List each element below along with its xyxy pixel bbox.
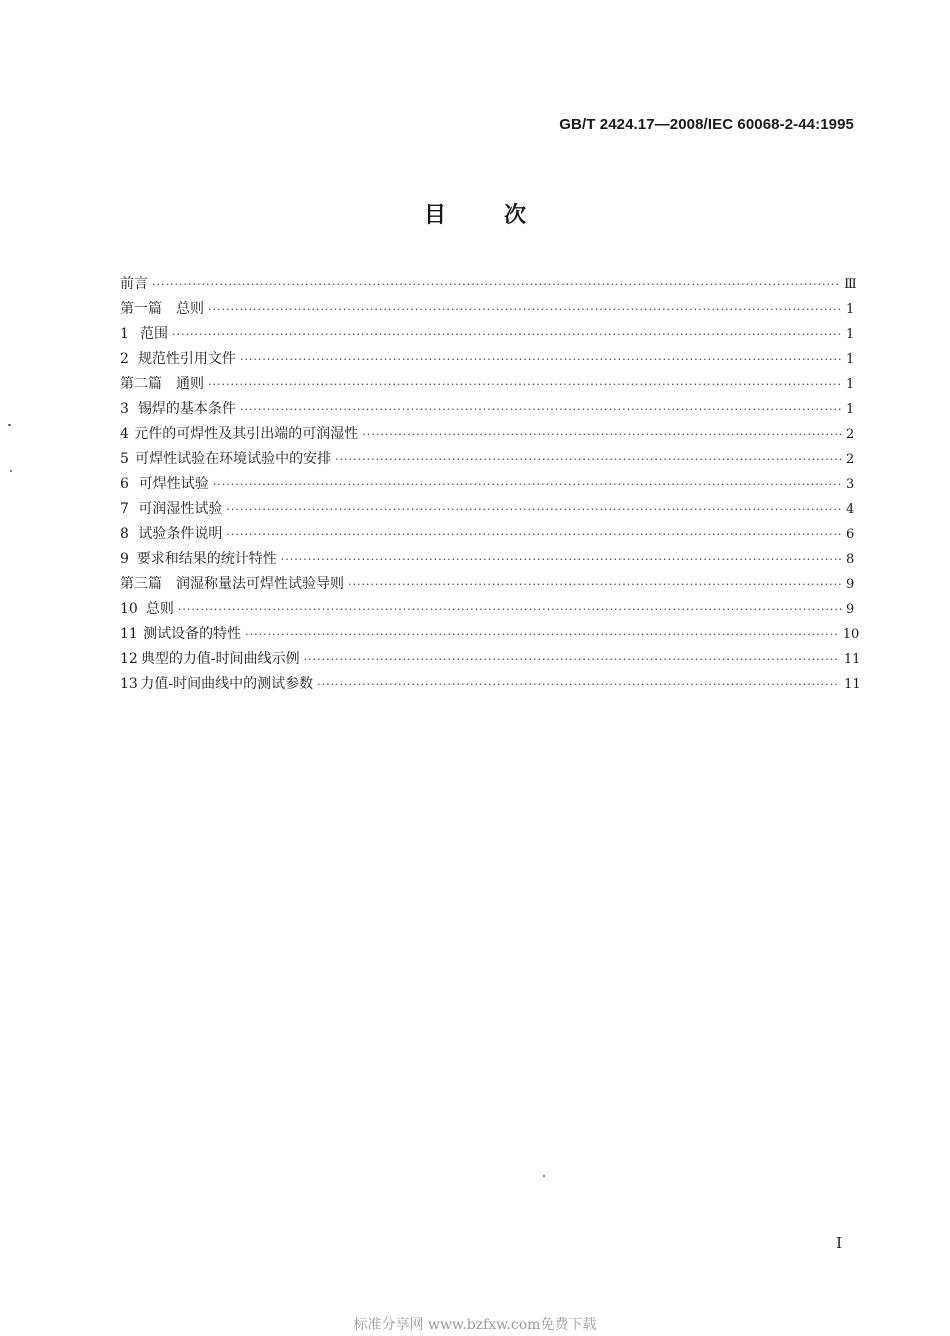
- toc-entry-part-1[interactable]: [120, 297, 854, 322]
- toc-entry-number: 2: [120, 351, 129, 367]
- toc-leader-dots: [240, 397, 842, 422]
- toc-entry-page: 11: [843, 652, 861, 667]
- scan-speck: [8, 424, 11, 426]
- toc-entry-page: 9: [846, 577, 855, 592]
- toc-leader-dots: [226, 497, 842, 522]
- toc-leader-dots: [245, 622, 839, 647]
- toc-entry-3[interactable]: [120, 397, 854, 422]
- toc-entry-number: 4: [120, 426, 129, 442]
- toc-leader-dots: [335, 447, 842, 472]
- toc-entry-text: 试验条件说明: [138, 526, 223, 542]
- toc-entry-number: 1: [120, 326, 129, 342]
- toc-entry-10[interactable]: [120, 597, 854, 622]
- toc-entry-page: 10: [842, 627, 860, 642]
- toc-entry-text: 规范性引用文件: [137, 351, 236, 367]
- toc-entry-number: 6: [120, 476, 129, 492]
- toc-leader-dots: [208, 297, 842, 322]
- toc-entry-number: 8: [120, 526, 129, 542]
- toc-entry-text: 第三篇 润湿称量法可焊性试验导则: [120, 576, 344, 592]
- toc-leader-dots: [281, 547, 842, 572]
- toc-entry-7[interactable]: [120, 497, 854, 522]
- toc-leader-dots: [304, 647, 840, 672]
- toc-entry-1[interactable]: [120, 322, 854, 347]
- toc-leader-dots: [362, 422, 842, 447]
- toc-entry-page: 3: [846, 477, 855, 492]
- toc-leader-dots: [240, 347, 842, 372]
- toc-entry-number: 5: [120, 451, 129, 467]
- toc-entry-5[interactable]: [120, 447, 854, 472]
- toc-leader-dots: [226, 522, 842, 547]
- toc-entry-page: 2: [846, 452, 855, 467]
- toc-entry-page: 1: [846, 327, 855, 342]
- toc-entry-page: 8: [846, 552, 855, 567]
- toc-leader-dots: [178, 597, 842, 622]
- toc-leader-dots: [172, 322, 842, 347]
- toc-entry-number: 7: [120, 501, 129, 517]
- toc-entry-page: Ⅲ: [844, 277, 857, 292]
- toc-entry-text: 第一篇 总则: [120, 301, 204, 317]
- toc-leader-dots: [213, 472, 842, 497]
- scan-speck: [543, 1175, 545, 1177]
- toc-entry-text: 总则: [145, 601, 174, 617]
- toc-entry-page: 9: [846, 602, 855, 617]
- toc-entry-6[interactable]: [120, 472, 854, 497]
- toc-entry-12[interactable]: [120, 647, 861, 672]
- toc-entry-page: 11: [844, 677, 861, 692]
- toc-entry-part-2[interactable]: [120, 372, 854, 397]
- toc-entry-page: 2: [846, 427, 855, 442]
- toc-entry-number: 11: [120, 626, 138, 642]
- toc-entry-text: 前言: [120, 276, 148, 292]
- toc-entry-page: 1: [846, 377, 855, 392]
- table-of-contents: [120, 272, 861, 697]
- toc-entry-text: 要求和结果的统计特性: [136, 551, 277, 567]
- page-title: 目次: [423, 203, 584, 228]
- toc-entry-page: 1: [846, 352, 855, 367]
- toc-entry-text: 可润湿性试验: [138, 501, 223, 517]
- toc-leader-dots: [208, 372, 842, 397]
- toc-entry-number: 9: [120, 551, 129, 567]
- toc-entry-text: 可焊性试验: [138, 476, 209, 492]
- toc-entry-part-3[interactable]: [120, 572, 854, 597]
- toc-entry-number: 13: [120, 676, 138, 692]
- toc-entry-text: 可焊性试验在环境试验中的安排: [135, 451, 332, 467]
- toc-entry-number: 3: [120, 401, 129, 417]
- toc-entry-page: 6: [846, 527, 855, 542]
- toc-entry-13[interactable]: [120, 672, 861, 697]
- toc-entry-preface[interactable]: [120, 272, 857, 297]
- toc-entry-text: 第二篇 通则: [120, 376, 204, 392]
- toc-entry-4[interactable]: [120, 422, 854, 447]
- toc-entry-page: 4: [846, 502, 855, 517]
- footer-page-number: I: [836, 1234, 842, 1252]
- toc-entry-page: 1: [846, 402, 855, 417]
- toc-entry-9[interactable]: [120, 547, 854, 572]
- toc-entry-page: 1: [846, 302, 855, 317]
- toc-entry-text: 锡焊的基本条件: [137, 401, 236, 417]
- toc-entry-number: 12: [120, 651, 138, 667]
- toc-entry-text: 力值-时间曲线中的测试参数: [140, 676, 314, 692]
- toc-leader-dots: [317, 672, 840, 697]
- scan-speck: [10, 470, 12, 472]
- toc-entry-text: 范围: [139, 326, 168, 342]
- toc-leader-dots: [152, 272, 840, 297]
- toc-entry-11[interactable]: [120, 622, 860, 647]
- toc-entry-text: 测试设备的特性: [143, 626, 242, 642]
- toc-entry-8[interactable]: [120, 522, 854, 547]
- standard-number: GB/T 2424.17—2008/IEC 60068-2-44:1995: [559, 116, 854, 133]
- toc-entry-text: 典型的力值-时间曲线示例: [140, 651, 300, 667]
- watermark: 标准分享网 www.bzfxw.com免费下载: [353, 1317, 597, 1333]
- toc-entry-text: 元件的可焊性及其引出端的可润湿性: [134, 426, 359, 442]
- toc-leader-dots: [348, 572, 842, 597]
- toc-entry-number: 10: [120, 601, 138, 617]
- toc-entry-2[interactable]: [120, 347, 854, 372]
